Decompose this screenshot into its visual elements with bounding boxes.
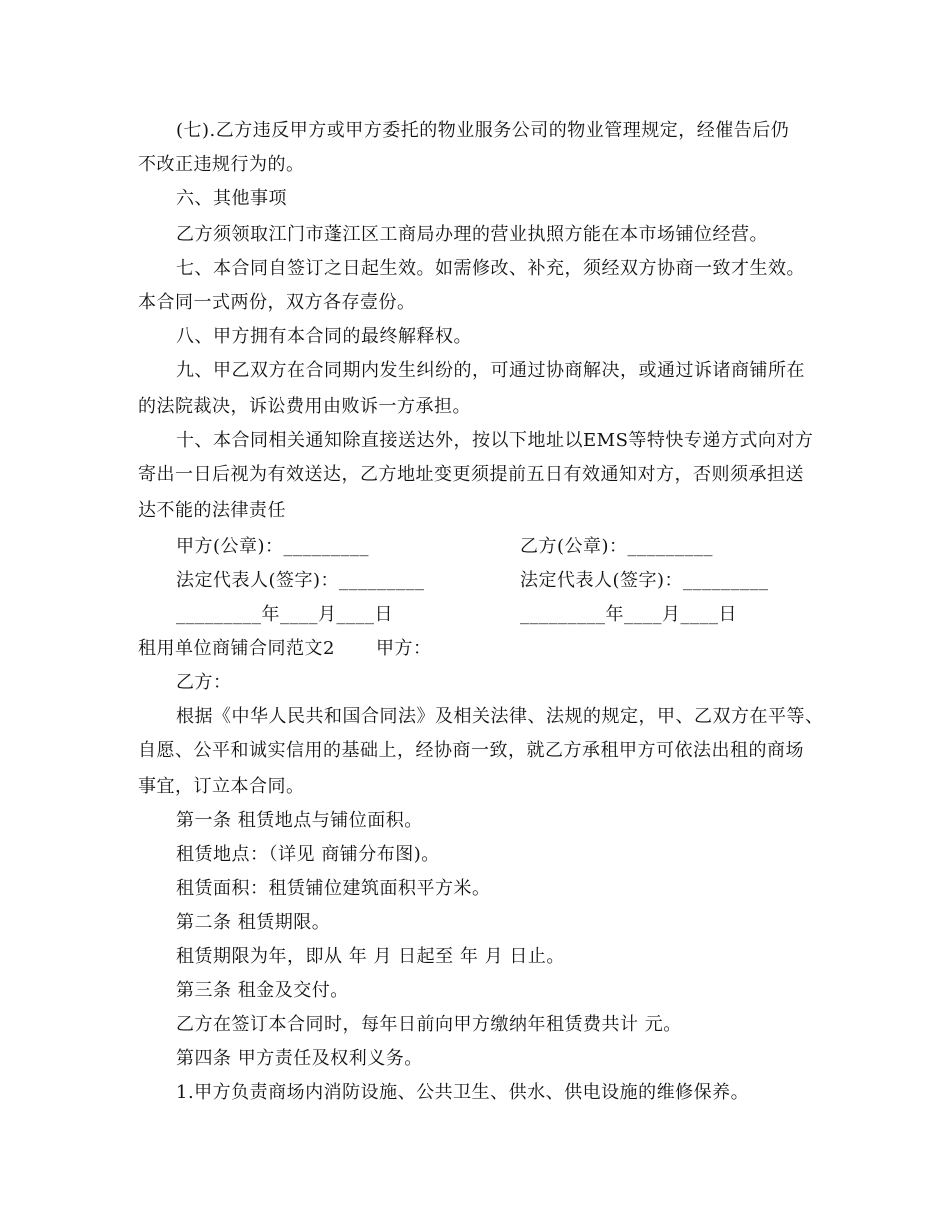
lease-location: 租赁地点：（详见 商铺分布图)。	[176, 844, 440, 865]
business-license-clause: 乙方须领取江门市蓬江区工商局办理的营业执照方能在本市场铺位经营。	[176, 224, 768, 245]
party-a-representative-field: 法定代表人(签字)：_________	[176, 570, 425, 591]
article-1-heading: 第一条 租赁地点与铺位面积。	[176, 810, 423, 831]
lease-term: 租赁期限为年，即从 年 月 日起至 年 月 日止。	[176, 946, 565, 967]
clause-dispute-line-1: 九、甲乙双方在合同期内发生纠纷的，可通过协商解决，或通过诉诸商铺所在	[176, 360, 805, 381]
clause-notice-line-3: 达不能的法律责任	[138, 500, 286, 521]
party-b-date-field: _________年____月____日	[520, 604, 737, 625]
clause-effective-line-2: 本合同一式两份，双方各存壹份。	[138, 292, 416, 313]
lease-area: 租赁面积：租赁铺位建筑面积平方米。	[176, 878, 491, 899]
clause-seven-line-1: (七).乙方违反甲方或甲方委托的物业服务公司的物业管理规定，经催告后仍	[176, 120, 790, 141]
party-b-representative-field: 法定代表人(签字)：_________	[520, 570, 769, 591]
clause-notice-line-1: 十、本合同相关通知除直接送达外，按以下地址以EMS等特快专递方式向对方	[176, 430, 814, 451]
article-3-heading: 第三条 租金及交付。	[176, 980, 349, 1001]
article-2-heading: 第二条 租赁期限。	[176, 912, 331, 933]
contract-2-intro-line-1: 根据《中华人民共和国合同法》及相关法律、法规的规定，甲、乙双方在平等、	[176, 706, 824, 727]
party-a-date-field: _________年____月____日	[176, 604, 393, 625]
contract-2-title: 租用单位商铺合同范文2	[138, 638, 335, 659]
landlord-duty-1: 1.甲方负责商场内消防设施、公共卫生、供水、供电设施的维修保养。	[176, 1082, 750, 1103]
rent-payment: 乙方在签订本合同时，每年日前向甲方缴纳年租赁费共计 元。	[176, 1014, 682, 1035]
contract-2-party-b: 乙方：	[176, 672, 232, 693]
party-b-seal-field: 乙方(公章)：_________	[520, 536, 714, 557]
contract-2-intro-line-3: 事宜，订立本合同。	[138, 776, 305, 797]
section-other-matters: 六、其他事项	[176, 188, 287, 209]
clause-notice-line-2: 寄出一日后视为有效送达，乙方地址变更须提前五日有效通知对方，否则须承担送	[138, 464, 804, 485]
party-a-seal-field: 甲方(公章)：_________	[176, 536, 370, 557]
clause-interpretation: 八、甲方拥有本合同的最终解释权。	[176, 326, 472, 347]
article-4-heading: 第四条 甲方责任及权利义务。	[176, 1048, 423, 1069]
clause-seven-line-2: 不改正违规行为的。	[138, 154, 305, 175]
contract-2-intro-line-2: 自愿、公平和诚实信用的基础上，经协商一致，就乙方承租甲方可依法出租的商场	[138, 740, 804, 761]
clause-dispute-line-2: 的法院裁决，诉讼费用由败诉一方承担。	[138, 396, 471, 417]
contract-2-party-a: 甲方：	[376, 638, 432, 659]
clause-effective-line-1: 七、本合同自签订之日起生效。如需修改、补充，须经双方协商一致才生效。	[176, 258, 805, 279]
